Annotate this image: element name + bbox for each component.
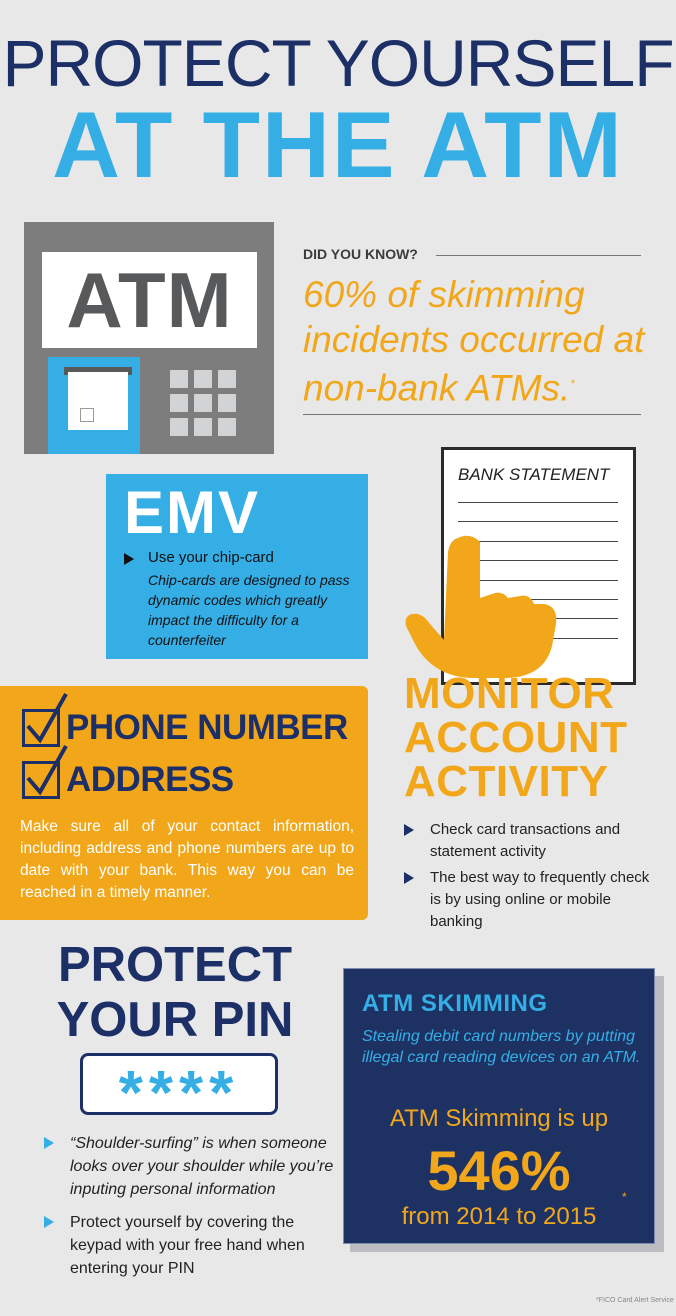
skimming-title: ATM SKIMMING bbox=[362, 990, 548, 1017]
chip-icon bbox=[80, 408, 94, 422]
atm-screen-text: ATM bbox=[66, 256, 233, 344]
divider bbox=[436, 255, 641, 256]
did-you-know-stat: 60% of skimming incidents occurred at non-bank ATMs.* bbox=[303, 274, 645, 409]
list-item: The best way to frequently check is by using online or mobile banking bbox=[404, 867, 664, 933]
title-line-2: AT THE ATM bbox=[52, 92, 624, 197]
list-item: Protect yourself by covering the keypad with your free hand when entering your PIN bbox=[44, 1211, 344, 1280]
skimming-stat-line-2: from 2014 to 2015 bbox=[401, 1203, 597, 1230]
title-line-1: PROTECT YOURSELF bbox=[2, 26, 674, 100]
skimming-description: Stealing debit card numbers by putting illegal card reading devices on an ATM. bbox=[362, 1028, 641, 1066]
chip-card-icon bbox=[68, 372, 128, 430]
arrow-icon bbox=[124, 553, 134, 565]
pointing-hand-icon bbox=[404, 528, 564, 688]
list-item: “Shoulder-surfing” is when someone looks over your shoulder while you’re inputing personal information bbox=[44, 1132, 344, 1201]
emv-bullet-body: Chip-cards are designed to pass dynamic codes which greatly impact the difficulty for a counterfeiter bbox=[148, 572, 350, 648]
arrow-icon bbox=[44, 1216, 54, 1228]
masked-pin-field: **** bbox=[80, 1053, 278, 1115]
list-item: Check card transactions and statement activity bbox=[404, 819, 664, 863]
phone-number-label: PHONE NUMBER bbox=[66, 708, 348, 747]
protect-pin-title: PROTECT YOUR PIN bbox=[56, 938, 294, 1047]
footnote: *FICO Card Alert Service bbox=[596, 1297, 674, 1304]
arrow-icon bbox=[404, 872, 414, 884]
arrow-icon bbox=[404, 824, 414, 836]
checkmark-icon bbox=[24, 742, 70, 802]
skimming-stat-value: 546% bbox=[427, 1139, 571, 1202]
bank-statement-title: BANK STATEMENT bbox=[458, 465, 610, 484]
checkmark-icon bbox=[24, 690, 70, 750]
monitor-bullet-list bbox=[404, 819, 664, 937]
divider bbox=[303, 414, 641, 415]
arrow-icon bbox=[44, 1137, 54, 1149]
address-label: ADDRESS bbox=[66, 760, 234, 799]
emv-title: EMV bbox=[124, 479, 261, 546]
asterisk: * bbox=[622, 1190, 627, 1204]
did-you-know-label: DID YOU KNOW? bbox=[303, 246, 418, 262]
asterisk: * bbox=[570, 378, 575, 390]
pin-bullet-list bbox=[44, 1132, 344, 1290]
monitor-title: MONITOR ACCOUNT ACTIVITY bbox=[404, 669, 628, 806]
skimming-stat-line-1: ATM Skimming is up bbox=[389, 1105, 609, 1132]
emv-bullet-head: Use your chip-card bbox=[148, 549, 274, 566]
contact-info-text: Make sure all of your contact information, including address and phone numbers are up to date with your bank. This way you can be reached in a timely manner. bbox=[20, 818, 354, 901]
